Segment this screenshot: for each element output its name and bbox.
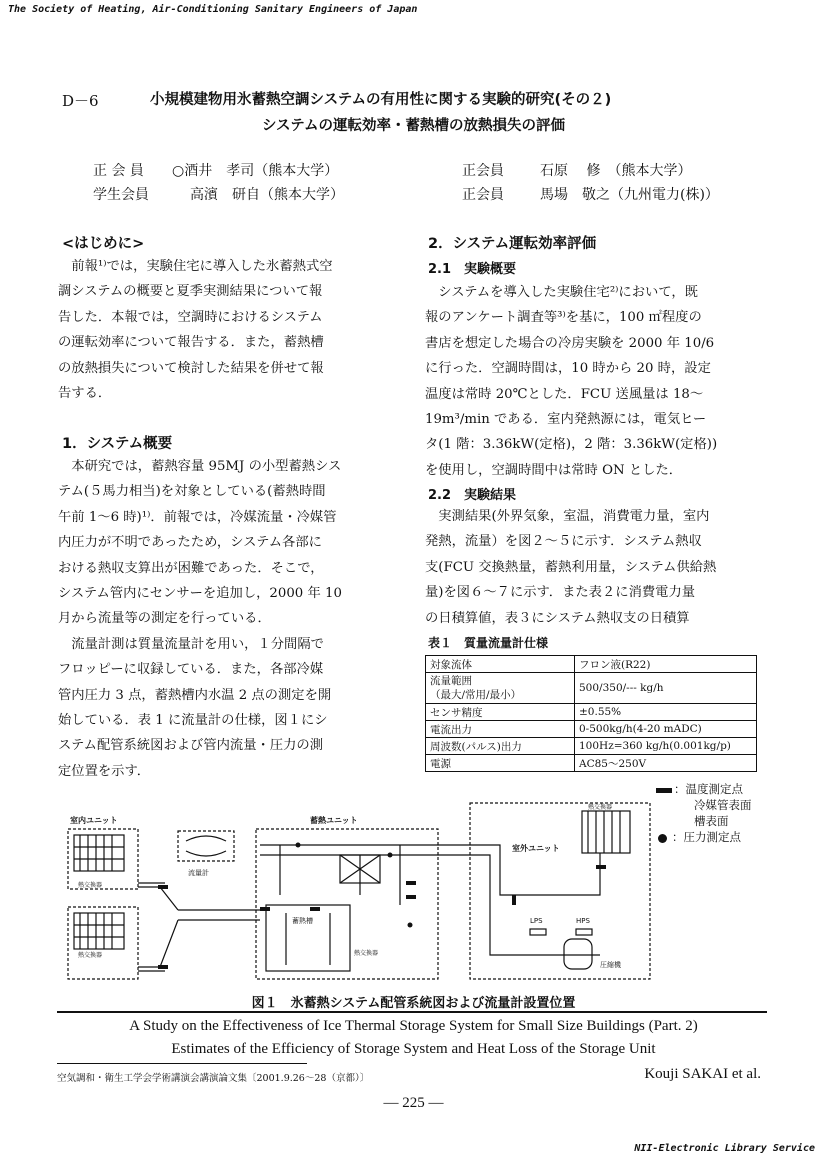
- storage-unit-label: 蓄熱ユニット: [310, 816, 358, 825]
- table-cell: 周波数(パルス)出力: [426, 738, 575, 755]
- library-footer: NII-Electronic Library Service: [634, 1143, 815, 1154]
- page-number: ― 225 ―: [383, 1095, 444, 1111]
- footer-rule: [57, 1063, 307, 1064]
- text-line: 支(FCU 交換熱量，蓄熱利用量，システム供給熱: [425, 559, 717, 575]
- text-line: に行った．空調時間は，10 時から 20 時，設定: [425, 361, 711, 377]
- hx-label: 熱交換器: [78, 882, 103, 889]
- legend-label: 冷媒管表面: [694, 798, 752, 812]
- table-cell: ±0.55%: [575, 704, 757, 721]
- paper-title: 小規模建物用氷蓄熱空調システムの有用性に関する実験的研究(その２): [150, 92, 612, 108]
- figure-legend: [656, 781, 752, 845]
- text-line: 定位置を示す．: [58, 763, 151, 779]
- section-heading: 1．システム概要: [62, 436, 173, 452]
- author-name: 高濱 研自（熊本大学）: [190, 187, 344, 203]
- text-line: 始している．表 1 に流量計の仕様，図１にシ: [58, 713, 328, 729]
- subsection-heading: 2.1 実験概要: [428, 262, 517, 277]
- table-cell: 100Hz=360 kg/h(0.001kg/p): [575, 738, 757, 755]
- text-line: システムを導入した実験住宅²⁾において，既: [425, 285, 698, 300]
- text-line: タ(1 階：3.36kW(定格)，2 階：3.36kW(定格)): [425, 437, 718, 453]
- section-1-paragraph: [58, 454, 398, 784]
- ice-storage-tank: [266, 905, 350, 971]
- hx-label: 熱交換器: [588, 804, 613, 811]
- table-row: [426, 673, 757, 704]
- table-cell: 電源: [426, 755, 575, 772]
- outdoor-unit-box: [470, 803, 650, 979]
- compressor-label: 圧縮機: [600, 961, 621, 969]
- legend-row: [656, 781, 752, 797]
- table-caption: 表１ 質量流量計仕様: [428, 636, 549, 650]
- table-cell: センサ精度: [426, 704, 575, 721]
- text-line: の放熱損失について検討した結果を併せて報: [58, 360, 324, 376]
- text-line: 本研究では，蓄熱容量 95MJ の小型蓄熱シス: [58, 459, 342, 474]
- indoor-unit-label: 室内ユニット: [70, 816, 118, 825]
- table-cell: 電流出力: [426, 721, 575, 738]
- section-heading: 2．システム運転効率評価: [428, 236, 597, 252]
- text-line: の運転効率について報告する．また，蓄熱槽: [58, 335, 324, 351]
- divider-rule: [57, 1011, 767, 1013]
- text-line: 管内圧力 3 点，蓄熱槽内水温 2 点の測定を開: [58, 687, 332, 703]
- legend-label: 槽表面: [694, 814, 729, 828]
- subsection-2-1-paragraph: [425, 280, 765, 483]
- text-line: 量)を図６～７に示す．また表２に消費電力量: [425, 585, 696, 601]
- author-name: 馬場 敬之（九州電力(株)）: [540, 187, 719, 203]
- author-role: 学生会員: [93, 187, 149, 203]
- table-row: [426, 738, 757, 755]
- hps-sensor: [576, 929, 592, 935]
- text-line: 発熱，流量）を図２～５に示す．システム熱収: [425, 534, 702, 550]
- text-line: を使用し，空調時間中は常時 ON とした．: [425, 462, 683, 478]
- proceedings-note: 空気調和・衛生工学会学術講演会講演論文集〔2001.9.26～28（京都）〕: [57, 1073, 370, 1084]
- paper-id: D－6: [62, 92, 99, 110]
- text-line: テム(５馬力相当)を対象としている(蓄熱時間: [58, 484, 326, 500]
- compressor-icon: [564, 939, 592, 969]
- english-title: A Study on the Effectiveness of Ice Thermal Storage System for Small Size Buildings (Part. 2): [129, 1018, 698, 1034]
- text-line: 温度は常時 20℃とした．FCU 送風量は 18～: [425, 386, 704, 402]
- hx-label: 熱交換器: [354, 950, 379, 957]
- text-line: 午前 1～6 時)¹⁾．前報では，冷媒流量・冷媒管: [58, 509, 337, 525]
- figure-caption: 図１ 氷蓄熱システム配管系統図および流量計設置位置: [251, 996, 576, 1011]
- text-line: システム管内にセンサーを追加し，2000 年 10: [58, 586, 342, 602]
- text-line: 告した．本報では，空調時におけるシステム: [58, 309, 323, 325]
- text-line: の日積算値，表３にシステム熱収支の日積算: [425, 610, 690, 626]
- heat-exchanger-icon: [74, 835, 124, 871]
- lps-label: LPS: [530, 917, 543, 925]
- tank-label: 蓄熱槽: [292, 917, 313, 925]
- subsection-heading: 2.2 実験結果: [428, 488, 517, 503]
- temperature-marker-icon: [656, 788, 672, 793]
- table-cell: AC85～250V: [575, 755, 757, 772]
- table-cell: 流量範囲 （最大/常用/最小）: [426, 673, 575, 704]
- table-row: [426, 656, 757, 673]
- hps-label: HPS: [576, 917, 590, 925]
- table-row: [426, 704, 757, 721]
- legend-label: ：圧力測定点: [672, 830, 741, 844]
- hx-label: 熱交換器: [78, 952, 103, 959]
- author-role: 正 会 員: [93, 163, 144, 179]
- legend-row: [656, 829, 752, 845]
- paper-subtitle: システムの運転効率・蓄熱槽の放熱損失の評価: [261, 118, 566, 134]
- table-cell: フロン液(R22): [575, 656, 757, 673]
- author-role: 正会員: [462, 163, 504, 179]
- english-subtitle: Estimates of the Efficiency of Storage System and Heat Loss of the Storage Unit: [171, 1041, 656, 1057]
- text-line: 報のアンケート調査等³⁾を基に，100 ㎡程度の: [425, 310, 702, 326]
- text-line: 19m³/min である．室内発熱源には，電気ヒー: [425, 412, 707, 428]
- text-line: おける熱収支算出が困難であった．そこで，: [58, 560, 324, 576]
- text-line: フロッピーに収録している．また，各部冷媒: [58, 662, 324, 678]
- text-line: 前報¹⁾では，実験住宅に導入した氷蓄熱式空: [58, 259, 333, 274]
- outdoor-unit-label: 室外ユニット: [512, 844, 560, 853]
- lps-sensor: [530, 929, 546, 935]
- piping-diagram: [60, 795, 660, 987]
- table-row: [426, 721, 757, 738]
- footer-authors: Kouji SAKAI et al.: [644, 1066, 761, 1082]
- intro-paragraph: [58, 254, 398, 406]
- storage-unit-box: [256, 829, 438, 979]
- flowmeter-label: 流量計: [188, 869, 209, 877]
- text-line: ステム配管系統図および管内流量・圧力の測: [58, 738, 324, 754]
- text-line: 月から流量等の測定を行っている．: [58, 611, 271, 627]
- legend-label: ：温度測定点: [674, 782, 743, 796]
- author-name: ○酒井 孝司（熊本大学）: [172, 163, 339, 179]
- intro-heading: <はじめに>: [62, 236, 145, 252]
- indoor-unit-box: [68, 907, 138, 979]
- text-line: 内圧力が不明であったため，システム各部に: [58, 535, 322, 551]
- spec-table: [425, 655, 757, 772]
- text-line: 調システムの概要と夏季実測結果について報: [58, 284, 323, 300]
- table-row: [426, 755, 757, 772]
- text-line: 告する．: [58, 386, 112, 402]
- author-role: 正会員: [462, 187, 504, 203]
- society-header: The Society of Heating, Air-Conditioning Sanitary Engineers of Japan: [8, 4, 418, 15]
- table-cell: 0-500kg/h(4-20 mADC): [575, 721, 757, 738]
- author-name: 石原 修 （熊本大学）: [540, 163, 692, 179]
- table-cell: 500/350/--- kg/h: [575, 673, 757, 704]
- heat-exchanger-icon: [74, 913, 124, 949]
- text-line: 書店を想定した場合の冷房実験を 2000 年 10/6: [425, 335, 715, 351]
- table-cell: 対象流体: [426, 656, 575, 673]
- subsection-2-2-paragraph: [425, 504, 765, 631]
- heat-exchanger-icon: [582, 811, 630, 853]
- text-line: 実測結果(外界気象，室温，消費電力量，室内: [425, 509, 710, 524]
- text-line: 流量計測は質量流量計を用い，１分間隔で: [58, 636, 324, 652]
